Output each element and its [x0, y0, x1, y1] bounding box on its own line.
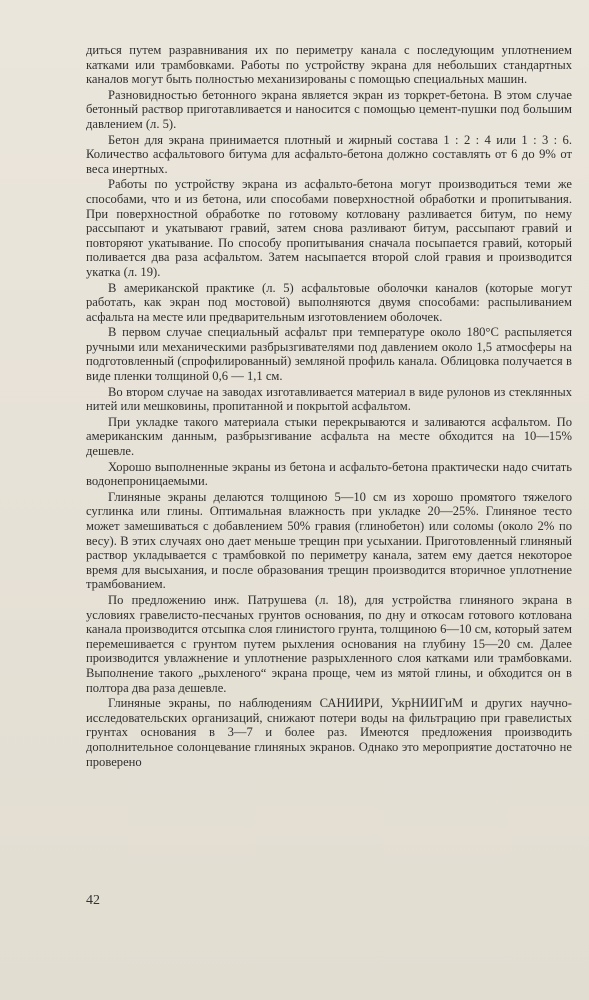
paragraph-saniiri: Глиняные экраны, по наблюдениям САНИИРИ, УкрНИИГиМ и других научно-исследовательских организаций, снижают потери воды на фильтрацию при гравелистых грунтах основания в 3—7 и более раз. Имеются предложения производить дополнительное солонцевание глиняных экранов. Однако это мероприятие достаточно не проверено [86, 696, 572, 769]
paragraph-concrete-mix: Бетон для экрана принимается плотный и жирный состава 1 : 2 : 4 или 1 : 3 : 6. Количество асфальтового битума для асфальто-бетона должно составлять от 6 до 9% от веса инертных. [86, 132, 572, 176]
paragraph-first-case: В первом случае специальный асфальт при температуре около 180°С распыляется ручными или механическими разбрызгивателями под давлением около 1,5 атмосферы на подготовленный (спрофилированный) земляной профиль канала. Облицовка получается в виде пленки толщиной 0,6 — 1,1 см. [86, 325, 572, 384]
paragraph-american-practice: В американской практике (л. 5) асфальтовые оболочки каналов (которые могут работать, как экран под мостовой) выполняются двумя способами: распыливанием асфальта на месте или предварительным изготовлением оболочек. [86, 280, 572, 324]
paragraph-clay-screens: Глиняные экраны делаются толщиною 5—10 см из хорошо промятого тяжелого суглинка или глины. Оптимальная влажность при укладке 20—25%. Глиняное тесто может замешиваться с добавлением 50% гравия (глинобетон) или соломы (около 2% по весу). В этих случаях оно дает меньше трещин при усыхании. Приготовленный глиняный раствор укладывается с трамбовкой по периметру канала, затем ему дается некоторое время для высыхания, и после образования трещин производится вторичное уплотнение трамбованием. [86, 489, 572, 592]
paragraph-patrushev: По предложению инж. Патрушева (л. 18), для устройства глиняного экрана в условиях гравелисто-песчаных грунтов основания, по дну и откосам готового котлована канала производится отсыпка слоя глинистого грунта, толщиною 6—10 см, который затем перемешивается с грунтом путем рыхления основания на глубину 15—20 см. Далее производится увлажнение и уплотнение разрыхленного слоя катками или трамбовками. Выполнение такого „рыхленого“ экрана проще, чем из мятой глины, и обходится он в полтора два раза дешевле. [86, 592, 572, 695]
paragraph-second-case: Во втором случае на заводах изготавливается материал в виде рулонов из стеклянных нитей или мешковины, пропитанной и покрытой асфальтом. [86, 384, 572, 414]
paragraph-torkret-concrete: Разновидностью бетонного экрана является экран из торкрет-бетона. В этом случае бетонный раствор приготавливается и наносится с помощью цемент-пушки под большим давлением (л. 5). [86, 87, 572, 131]
paragraph-continuation: диться путем разравнивания их по периметру канала с последующим уплотнением катками или трамбовками. Работы по устройству экрана для небольших стандартных каналов могут быть полностью механизированы с помощью специальных машин. [86, 43, 572, 87]
paragraph-waterproof: Хорошо выполненные экраны из бетона и асфальто-бетона практически надо считать водонепроницаемыми. [86, 459, 572, 489]
paragraph-joints: При укладке такого материала стыки перекрываются и заливаются асфальтом. По американским данным, разбрызгивание асфальта на месте обходится на 10—15% дешевле. [86, 414, 572, 459]
body-text [86, 43, 572, 770]
page-number: 42 [86, 893, 100, 908]
paragraph-asphalt-methods: Работы по устройству экрана из асфальто-бетона могут производиться теми же способами, что и из бетона, или способами поверхностной обработки и пропитывания. При поверхностной обработке по готовому котловану разливается битум, по нему рассыпают и укатывают гравий, затем снова разливают битум, рассыпают гравий и повторяют укатывание. По способу пропитывания сначала посыпается гравий, который поливается два раза асфальтом. Затем насыпается второй слой гравия и производится укатка (л. 19). [86, 177, 572, 279]
